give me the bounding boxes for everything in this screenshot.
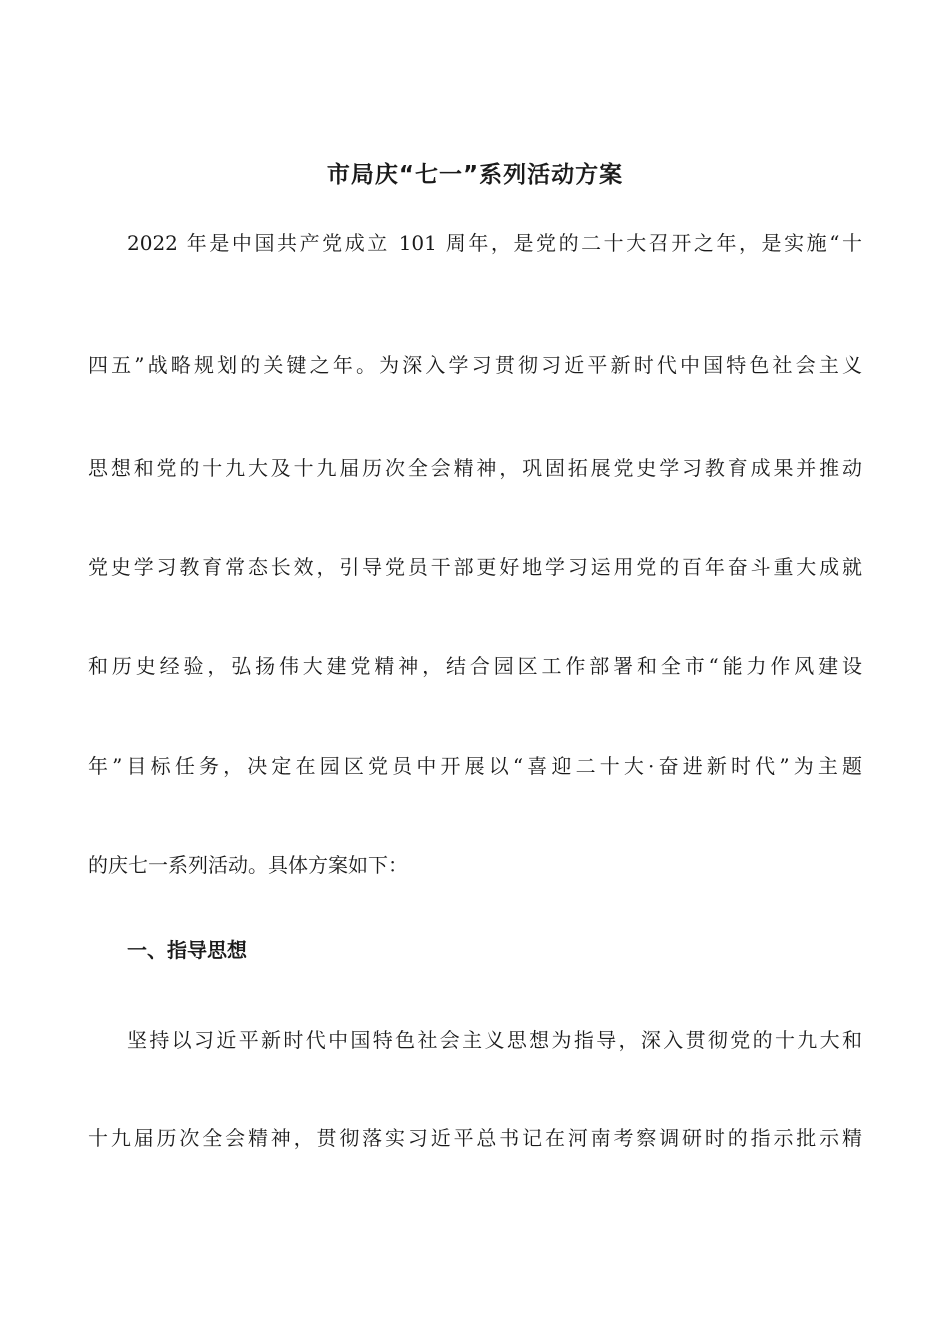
paragraph-line: 和历史经验，弘扬伟大建党精神，结合园区工作部署和全市“能力作风建设 (88, 654, 862, 678)
paragraph-line: 的庆七一系列活动。具体方案如下： (88, 853, 408, 877)
paragraph-line: 思想和党的十九大及十九届历次全会精神，巩固拓展党史学习教育成果并推动 (88, 456, 862, 480)
section-heading: 一、指导思想 (127, 938, 247, 962)
paragraph-line: 党史学习教育常态长效，引导党员干部更好地学习运用党的百年奋斗重大成就 (88, 555, 862, 579)
paragraph-line: 坚持以习近平新时代中国特色社会主义思想为指导，深入贯彻党的十九大和 (127, 1028, 862, 1052)
paragraph-line: 四五”战略规划的关键之年。为深入学习贯彻习近平新时代中国特色社会主义 (88, 353, 862, 377)
paragraph-line: 十九届历次全会精神，贯彻落实习近平总书记在河南考察调研时的指示批示精 (88, 1126, 862, 1150)
paragraph-line: 年”目标任务，决定在园区党员中开展以“喜迎二十大·奋进新时代”为主题 (88, 754, 862, 778)
paragraph-line: 2022 年是中国共产党成立 101 周年，是党的二十大召开之年，是实施“十 (127, 231, 862, 255)
document-title: 市局庆“七一”系列活动方案 (326, 162, 624, 188)
